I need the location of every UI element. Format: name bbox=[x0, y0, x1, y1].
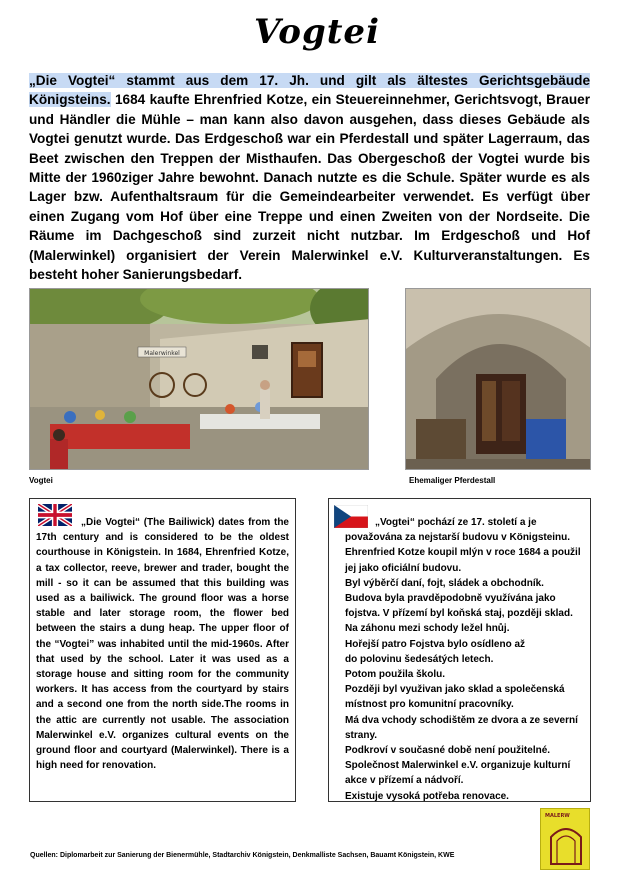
stable-photo bbox=[405, 288, 591, 470]
intro-text: 1684 kaufte Ehrenfried Kotze, ein Steuereinnehmer, Gerichtsvogt, Brauer und Händler die Mühle – man kann also davon ausgehen, dass dieses Gebäude als Vogtei genutzt wurde. Das Erdgeschoß war ein Pferdestall und später Lagerraum, das Beet zwischen den Treppen der Misthaufen. Das Obergeschoß der Vogtei wurde bis Mitte der 1960ziger Jahre bewohnt. Danach nutzte es die Schule. Später wurde es als Lager bzw. Aufenthaltsraum für die Gemeindearbeiter verwendet. Es verfügt über einen Zugang vom Hof über eine Treppe und einen Zweiten von der Nordseite. Die Räume im Dachgeschoß sind zurzeit nicht nutzbar. Im Erdgeschoß und Hof (Malerwinkel) organisiert der Verein Malerwinkel e.V. Kulturveranstaltungen. Es besteht hoher Sanierungsbedarf. bbox=[29, 92, 590, 283]
vogtei-photo bbox=[29, 288, 369, 470]
vogtei-caption: Vogtei bbox=[29, 476, 53, 485]
intro-paragraph bbox=[29, 71, 590, 284]
czech-line: Hořejší patro Fojstva bylo osídleno až bbox=[345, 638, 526, 650]
czech-line: Existuje vysoká potřeba renovace. bbox=[345, 790, 509, 802]
logo-text: MALERW bbox=[545, 813, 570, 819]
english-text: „Die Vogtei“ (The Bailiwick) dates from the 17th century and is considered to be the oldest courthouse in Königstein. In 1684, Ehrenfried Kotze, a tax collector, reeve, brewer and trader, bought the mill - so it can be assumed that this building was used as a bailiwick. The ground floor was a horse stable and later storage room, the flower bed between the stairs a dung heap. The upper floor of the “Vogtei” was inhabited until the mid-1960s. After that used by the school. Later it was used as a storage house and sitting room for the community workers. It has access from the courtyard by stairs and a second one from the north side.The rooms in the attic are currently not usable. The association Malerwinkel e.V. organizes cultural events on the ground floor and courtyard (Malerwinkel). There is a high need for renovation. bbox=[36, 517, 289, 772]
czech-line: Ehrenfried Kotze koupil mlýn v roce 1684 a použil jej jako oficiální budovu. bbox=[345, 547, 581, 574]
czech-text bbox=[345, 515, 584, 804]
czech-line: Společnost Malerwinkel e.V. organizuje kulturní akce v přízemí a nádvoří. bbox=[345, 760, 571, 787]
czech-line: Budova byla pravděpodobně využívána jako fojstva. V přízemí byl koňská staj, později sklad. Na záhonu mezi schody ležel hnůj. bbox=[345, 593, 573, 635]
stable-caption: Ehemaliger Pferdestall bbox=[409, 476, 496, 485]
czech-line: „Vogtei“ pochází ze 17. století a je považována za nejstarší budovu v Königsteinu. bbox=[345, 517, 571, 544]
czech-line: Byl výběrčí daní, fojt, sládek a obchodník. bbox=[345, 577, 544, 589]
czech-line: Potom použila školu. bbox=[345, 669, 446, 681]
logo-arch-icon bbox=[541, 809, 591, 871]
intro-highlight: „Die Vogtei“ stammt aus dem 17. Jh. und gilt als ältestes Gerichtsgebäude Königsteins. bbox=[29, 73, 590, 108]
czech-line: do polovinu šedesátých letech. bbox=[345, 653, 494, 665]
czech-line: Později byl využivan jako sklad a společenská místnost pro komunitní pracovníky. bbox=[345, 684, 565, 711]
page-title: Vogtei bbox=[254, 12, 380, 52]
malerwinkel-logo bbox=[540, 808, 590, 870]
vogtei-photo-illustration bbox=[30, 289, 369, 470]
czech-line: Podkroví v současné době není použitelné. bbox=[345, 745, 551, 757]
malerwinkel-sign: Malerwinkel bbox=[144, 350, 180, 357]
czech-line: Má dva vchody schodištěm ze dvora a ze severní strany. bbox=[345, 714, 578, 741]
stable-photo-illustration bbox=[406, 289, 591, 470]
czech-text-box bbox=[328, 498, 591, 802]
english-text-box bbox=[29, 498, 296, 802]
sources-footnote: Quellen: Diplomarbeit zur Sanierung der Bienermühle, Stadtarchiv Königstein, Denkmalliste Sachsen, Bauamt Königstein, KWE bbox=[30, 852, 455, 859]
